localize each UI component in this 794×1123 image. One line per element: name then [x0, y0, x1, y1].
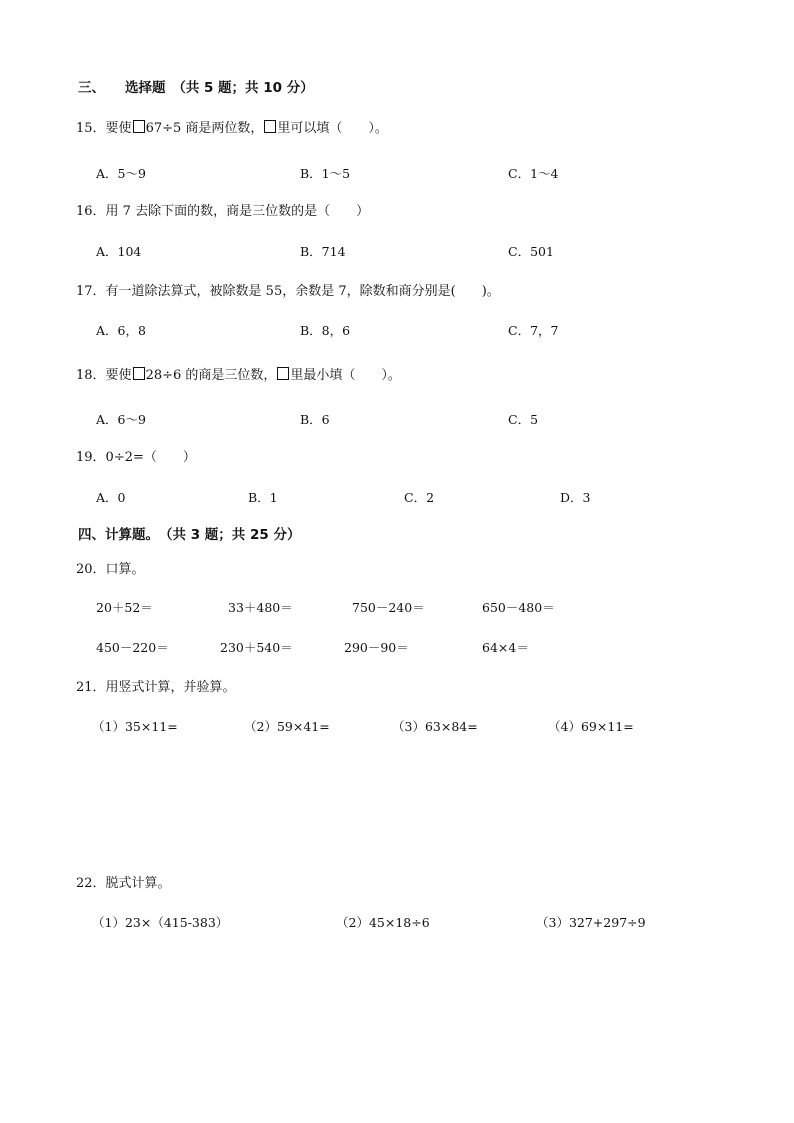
question-number: 19． — [76, 450, 106, 465]
question-number: 17． — [76, 284, 106, 299]
question-text-part: 里最小填（ ）。 — [290, 368, 401, 383]
vertical-calc-item: （4）69×11= — [548, 719, 634, 734]
oral-calc-item: 20＋52＝ — [96, 600, 153, 615]
option-b[interactable]: B．8，6 — [300, 323, 351, 338]
question-text-part: 要使 — [105, 121, 132, 136]
option-c[interactable]: C．5 — [508, 412, 539, 427]
blank-box-icon — [133, 120, 145, 133]
question-22: 22．脱式计算。 — [76, 876, 171, 891]
option-c[interactable]: C．501 — [508, 244, 554, 259]
question-text-part: 里可以填（ ）。 — [277, 121, 388, 136]
oral-calc-item: 230＋540＝ — [220, 640, 293, 655]
section-3-title: 选择题 （共 5 题；共 10 分） — [125, 80, 314, 96]
option-b[interactable]: B．1 — [248, 490, 278, 505]
section-4-title: 四、计算题。 （共 3 题；共 25 分） — [78, 527, 301, 543]
option-a[interactable]: A．104 — [96, 244, 142, 259]
oral-calc-item: 750－240＝ — [352, 600, 425, 615]
option-b[interactable]: B．714 — [300, 244, 346, 259]
option-a[interactable]: A．0 — [96, 490, 126, 505]
option-a[interactable]: A．5～9 — [96, 166, 146, 181]
blank-box-icon — [277, 367, 289, 380]
question-18 — [76, 367, 401, 384]
blank-box-icon — [133, 367, 145, 380]
question-text: 用 7 去除下面的数，商是三位数的是（ ） — [105, 204, 370, 219]
blank-box-icon — [264, 120, 276, 133]
option-a[interactable]: A．6，8 — [96, 323, 146, 338]
question-20: 20．口算。 — [76, 562, 145, 577]
question-text: 0÷2=（ ） — [105, 450, 196, 465]
question-21: 21．用竖式计算，并验算。 — [76, 680, 236, 695]
option-c[interactable]: C．7，7 — [508, 323, 559, 338]
oral-calc-item: 33＋480＝ — [228, 600, 293, 615]
section-3-number: 三、 — [78, 80, 105, 96]
oral-calc-item: 64×4＝ — [482, 640, 529, 655]
question-text-part: 要使 — [105, 368, 132, 383]
option-b[interactable]: B．6 — [300, 412, 330, 427]
question-text-part: 67÷5 商是两位数， — [145, 121, 264, 136]
step-calc-item: （3）327+297÷9 — [536, 915, 646, 930]
question-15 — [76, 120, 388, 137]
vertical-calc-item: （2）59×41= — [244, 719, 330, 734]
step-calc-item: （1）23×（415-383） — [92, 915, 229, 930]
oral-calc-item: 450－220＝ — [96, 640, 169, 655]
option-a[interactable]: A．6～9 — [96, 412, 146, 427]
option-c[interactable]: C．2 — [404, 490, 435, 505]
question-number: 15． — [76, 121, 106, 136]
question-number: 16． — [76, 204, 106, 219]
question-text-part: 28÷6 的商是三位数， — [145, 368, 277, 383]
question-number: 18． — [76, 368, 106, 383]
oral-calc-item: 650－480＝ — [482, 600, 555, 615]
option-c[interactable]: C．1～4 — [508, 166, 559, 181]
option-d[interactable]: D．3 — [560, 490, 591, 505]
question-16 — [76, 204, 369, 220]
oral-calc-item: 290－90＝ — [344, 640, 409, 655]
vertical-calc-item: （1）35×11= — [92, 719, 178, 734]
step-calc-item: （2）45×18÷6 — [336, 915, 430, 930]
question-text: 有一道除法算式，被除数是 55，余数是 7，除数和商分别是( )。 — [105, 284, 500, 299]
option-b[interactable]: B．1～5 — [300, 166, 351, 181]
question-19 — [76, 450, 196, 466]
vertical-calc-item: （3）63×84= — [392, 719, 478, 734]
question-17 — [76, 284, 500, 300]
